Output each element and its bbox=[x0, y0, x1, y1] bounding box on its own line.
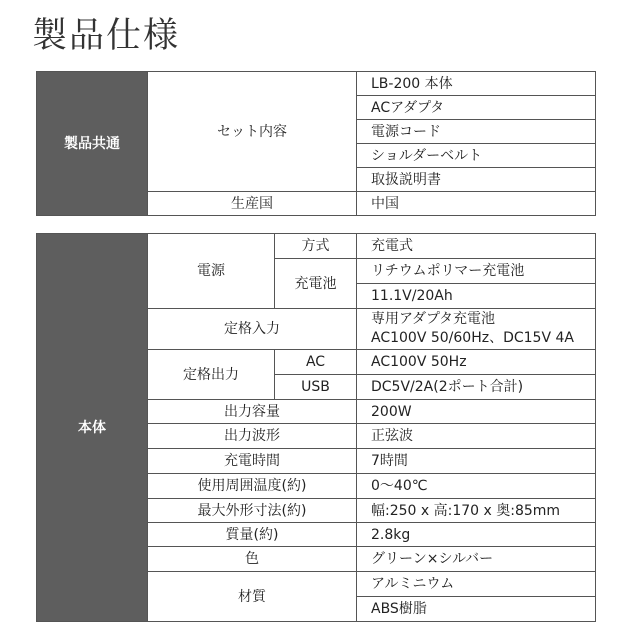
battery-capacity: 11.1V/20Ah bbox=[357, 284, 596, 309]
set-item: 取扱説明書 bbox=[357, 168, 596, 192]
page-title: 製品仕様 bbox=[32, 16, 181, 56]
spec-row-label: 充電時間 bbox=[148, 449, 357, 474]
set-item: LB-200 本体 bbox=[357, 72, 596, 96]
rated-input-line: AC100V 50/60Hz、DC15V 4A bbox=[371, 330, 574, 346]
usb-value: DC5V/2A(2ポート合計) bbox=[357, 375, 596, 400]
battery-type: リチウムポリマー充電池 bbox=[357, 259, 596, 284]
set-item: 電源コード bbox=[357, 120, 596, 144]
spec-row-value: 0～40℃ bbox=[357, 474, 596, 499]
set-item: ACアダプタ bbox=[357, 96, 596, 120]
category-common: 製品共通 bbox=[37, 72, 148, 216]
origin-value: 中国 bbox=[357, 192, 596, 216]
set-contents-label: セット内容 bbox=[148, 72, 357, 192]
ac-label: AC bbox=[275, 350, 357, 375]
origin-label: 生産国 bbox=[148, 192, 357, 216]
rated-input-value bbox=[357, 309, 596, 350]
spec-row-value: 正弦波 bbox=[357, 424, 596, 449]
rated-input-label: 定格入力 bbox=[148, 309, 357, 350]
spec-row-value: 200W bbox=[357, 400, 596, 424]
spec-row-label: 最大外形寸法(約) bbox=[148, 499, 357, 523]
spec-row-value: 7時間 bbox=[357, 449, 596, 474]
battery-label: 充電池 bbox=[275, 259, 357, 309]
spec-table-common bbox=[36, 71, 596, 216]
rated-input-line: 専用アダプタ充電池 bbox=[371, 311, 496, 327]
set-item: ショルダーベルト bbox=[357, 144, 596, 168]
method-value: 充電式 bbox=[357, 234, 596, 259]
ac-value: AC100V 50Hz bbox=[357, 350, 596, 375]
method-label: 方式 bbox=[275, 234, 357, 259]
usb-label: USB bbox=[275, 375, 357, 400]
spec-row-value: グリーン×シルバー bbox=[357, 547, 596, 572]
rated-output-label: 定格出力 bbox=[148, 350, 275, 400]
spec-row-value: 2.8kg bbox=[357, 523, 596, 547]
spec-row-label: 質量(約) bbox=[148, 523, 357, 547]
spec-row-label: 出力容量 bbox=[148, 400, 357, 424]
power-label: 電源 bbox=[148, 234, 275, 309]
material-label: 材質 bbox=[148, 572, 357, 622]
material-value: ABS樹脂 bbox=[357, 597, 596, 622]
spec-table-body bbox=[36, 233, 596, 622]
spec-row-label: 色 bbox=[148, 547, 357, 572]
spec-row-label: 使用周囲温度(約) bbox=[148, 474, 357, 499]
category-body: 本体 bbox=[37, 234, 148, 622]
spec-row-value: 幅:250 x 高:170 x 奥:85mm bbox=[357, 499, 596, 523]
spec-row-label: 出力波形 bbox=[148, 424, 357, 449]
material-value: アルミニウム bbox=[357, 572, 596, 597]
